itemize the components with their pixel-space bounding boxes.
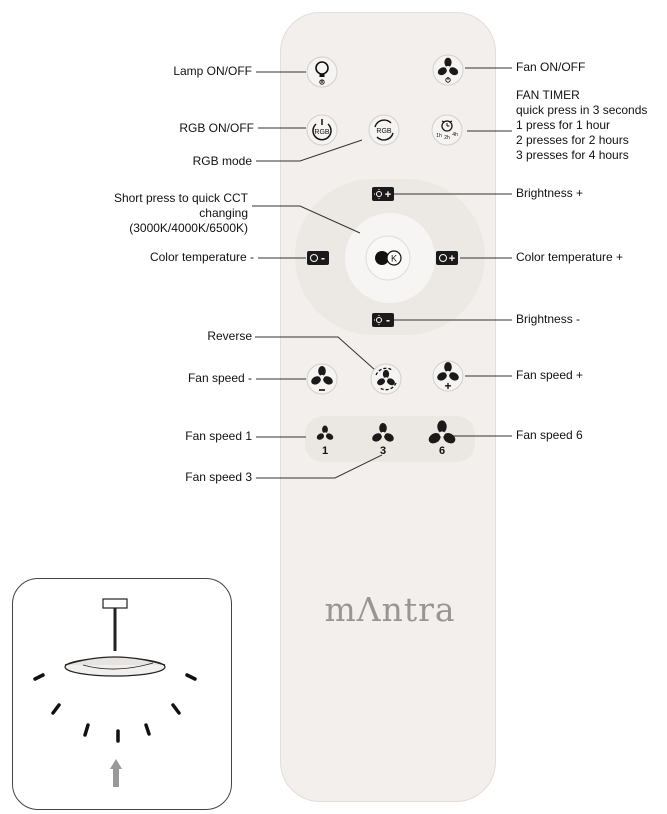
label-fan-onoff: Fan ON/OFF bbox=[516, 60, 586, 74]
speed-6-digit: 6 bbox=[438, 445, 446, 457]
minus-glyph: - bbox=[386, 313, 390, 327]
label-cct-line3: (3000K/4000K/6500K) bbox=[129, 221, 248, 235]
fan-speed-plus-button[interactable] bbox=[433, 361, 463, 393]
timer-2h-text: 2h bbox=[444, 135, 450, 141]
label-cct-line1: Short press to quick CCT bbox=[113, 191, 248, 205]
cct-k-text: K bbox=[390, 253, 398, 264]
brightness-plus-button[interactable] bbox=[372, 187, 394, 201]
fan-timer-button[interactable] bbox=[432, 115, 462, 145]
label-cct-line2: changing bbox=[199, 206, 248, 220]
plus-glyph: + bbox=[444, 379, 452, 393]
brightness-minus-button[interactable] bbox=[372, 313, 394, 327]
fan-icon bbox=[427, 420, 457, 445]
color-temp-plus-button[interactable] bbox=[436, 251, 458, 265]
up-arrow-icon bbox=[110, 759, 122, 787]
label-fan-timer-line2: 1 press for 1 hour bbox=[516, 118, 611, 132]
label-fan-speed-6: Fan speed 6 bbox=[516, 428, 583, 442]
light-rays-icon bbox=[35, 675, 195, 741]
ceiling-mount-icon bbox=[103, 599, 127, 608]
speed-1-digit: 1 bbox=[321, 445, 329, 457]
ceiling-fan-illustration-panel bbox=[12, 578, 232, 810]
rgb-mode-text: RGB bbox=[376, 128, 392, 135]
fan-icon bbox=[316, 426, 335, 442]
brand-logo: mΛntra bbox=[324, 590, 456, 629]
fan-speed-minus-button[interactable] bbox=[307, 364, 337, 394]
label-color-temp-plus: Color temperature + bbox=[516, 250, 624, 264]
fan-speed-1-button[interactable] bbox=[316, 426, 335, 457]
reverse-button[interactable] bbox=[371, 364, 401, 394]
label-color-temp-minus: Color temperature - bbox=[149, 250, 254, 264]
label-brightness-plus: Brightness + bbox=[516, 186, 584, 200]
timer-1h-text: 1h bbox=[436, 133, 442, 139]
plus-glyph: + bbox=[448, 253, 456, 265]
rgb-mode-button[interactable] bbox=[369, 115, 399, 145]
label-fan-timer-title: FAN TIMER bbox=[516, 88, 580, 102]
label-rgb-onoff: RGB ON/OFF bbox=[179, 121, 254, 135]
label-fan-speed-1: Fan speed 1 bbox=[185, 429, 252, 443]
cct-quick-button[interactable] bbox=[366, 236, 410, 280]
rgb-onoff-button[interactable] bbox=[307, 115, 337, 145]
plus-glyph: + bbox=[384, 189, 392, 201]
fan-speed-3-button[interactable] bbox=[371, 423, 396, 457]
color-temp-minus-button[interactable] bbox=[307, 251, 329, 265]
label-rgb-mode: RGB mode bbox=[192, 154, 252, 168]
fan-icon bbox=[371, 423, 396, 443]
label-fan-timer-line1: quick press in 3 seconds bbox=[516, 103, 648, 117]
label-brightness-minus: Brightness - bbox=[516, 312, 581, 326]
label-fan-speed-minus: Fan speed - bbox=[187, 371, 252, 385]
lamp-onoff-button[interactable] bbox=[307, 57, 337, 87]
timer-4h-text: 4h bbox=[452, 132, 458, 138]
rgb-onoff-text: RGB bbox=[314, 129, 330, 136]
ceiling-fan-illustration bbox=[13, 579, 231, 809]
minus-glyph: - bbox=[321, 251, 325, 265]
label-fan-speed-3: Fan speed 3 bbox=[185, 470, 252, 484]
speed-3-digit: 3 bbox=[379, 445, 387, 457]
label-fan-timer-line3: 2 presses for 2 hours bbox=[516, 133, 629, 147]
label-fan-timer-line4: 3 presses for 4 hours bbox=[516, 148, 629, 162]
fan-onoff-button[interactable] bbox=[433, 55, 463, 85]
fan-speed-6-button[interactable] bbox=[427, 420, 457, 457]
label-lamp-onoff: Lamp ON/OFF bbox=[173, 64, 252, 78]
label-reverse: Reverse bbox=[207, 329, 252, 343]
label-fan-speed-plus: Fan speed + bbox=[516, 368, 584, 382]
